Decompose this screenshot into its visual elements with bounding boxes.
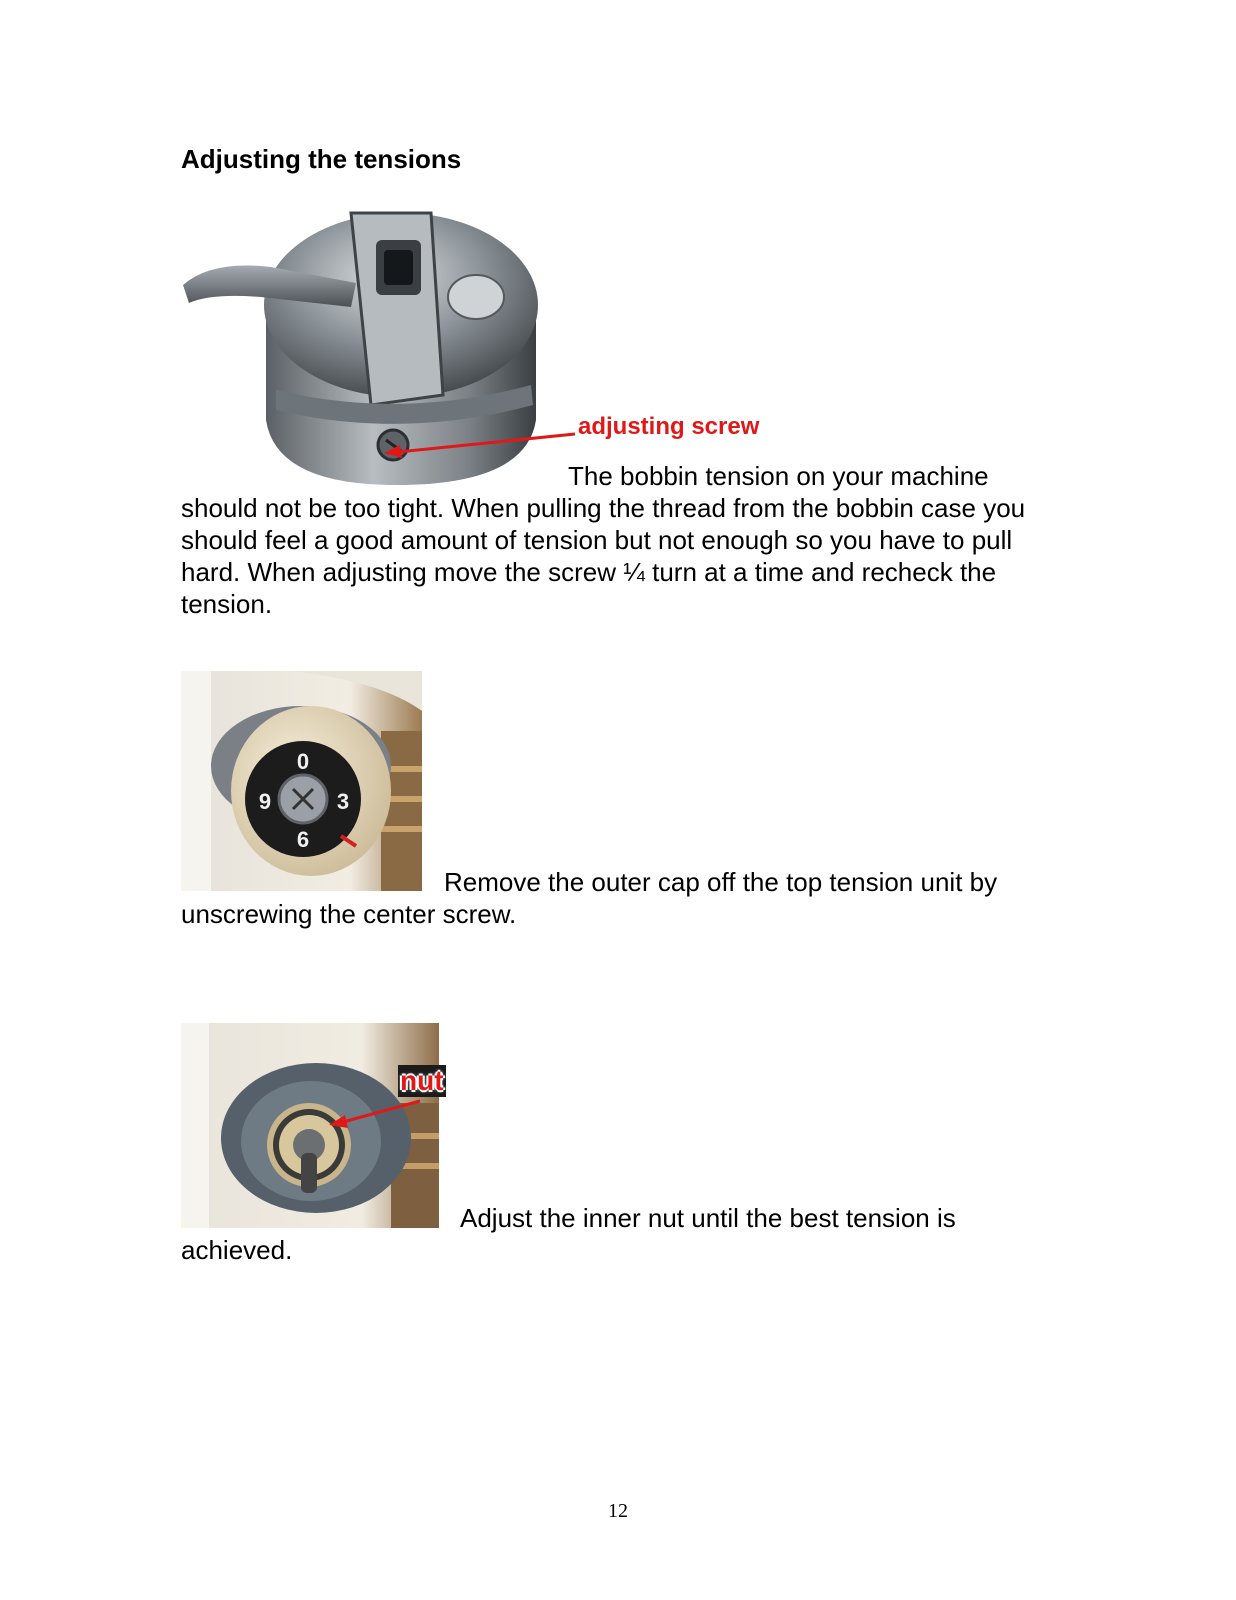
page-heading: Adjusting the tensions [181, 144, 462, 174]
bobbin-paragraph [181, 460, 1061, 620]
inner-nut-body-text: achieved. [181, 1235, 293, 1265]
inner-nut-lead-text: Adjust the inner nut until the best tension is [460, 1203, 956, 1233]
inner-nut-paragraph [181, 1202, 1061, 1266]
top-tension-body-text: unscrewing the center screw. [181, 899, 517, 929]
bobbin-lead-text: The bobbin tension on your machine [568, 461, 989, 491]
top-tension-paragraph [181, 866, 1061, 930]
dial-digit-3: 3 [336, 789, 350, 814]
dial-digit-6: 6 [296, 827, 310, 852]
dial-digit-0: 0 [296, 749, 310, 774]
callout-arrow [380, 425, 580, 460]
dial-digit-9: 9 [258, 789, 272, 814]
page-number: 12 [608, 1500, 628, 1522]
top-tension-lead-text: Remove the outer cap off the top tension unit by [444, 867, 998, 897]
nut-callout-arrow [325, 1095, 425, 1135]
tension-dial-photo [181, 671, 422, 891]
nut-label: nut [400, 1065, 444, 1096]
bobbin-body-text: should not be too tight. When pulling the thread from the bobbin case you should feel a good amount of tension but not enough so you have to pull hard. When adjusting move the screw ¼ turn at a time and recheck the tension. [181, 493, 1026, 619]
adjusting-screw-label: adjusting screw [578, 413, 760, 440]
